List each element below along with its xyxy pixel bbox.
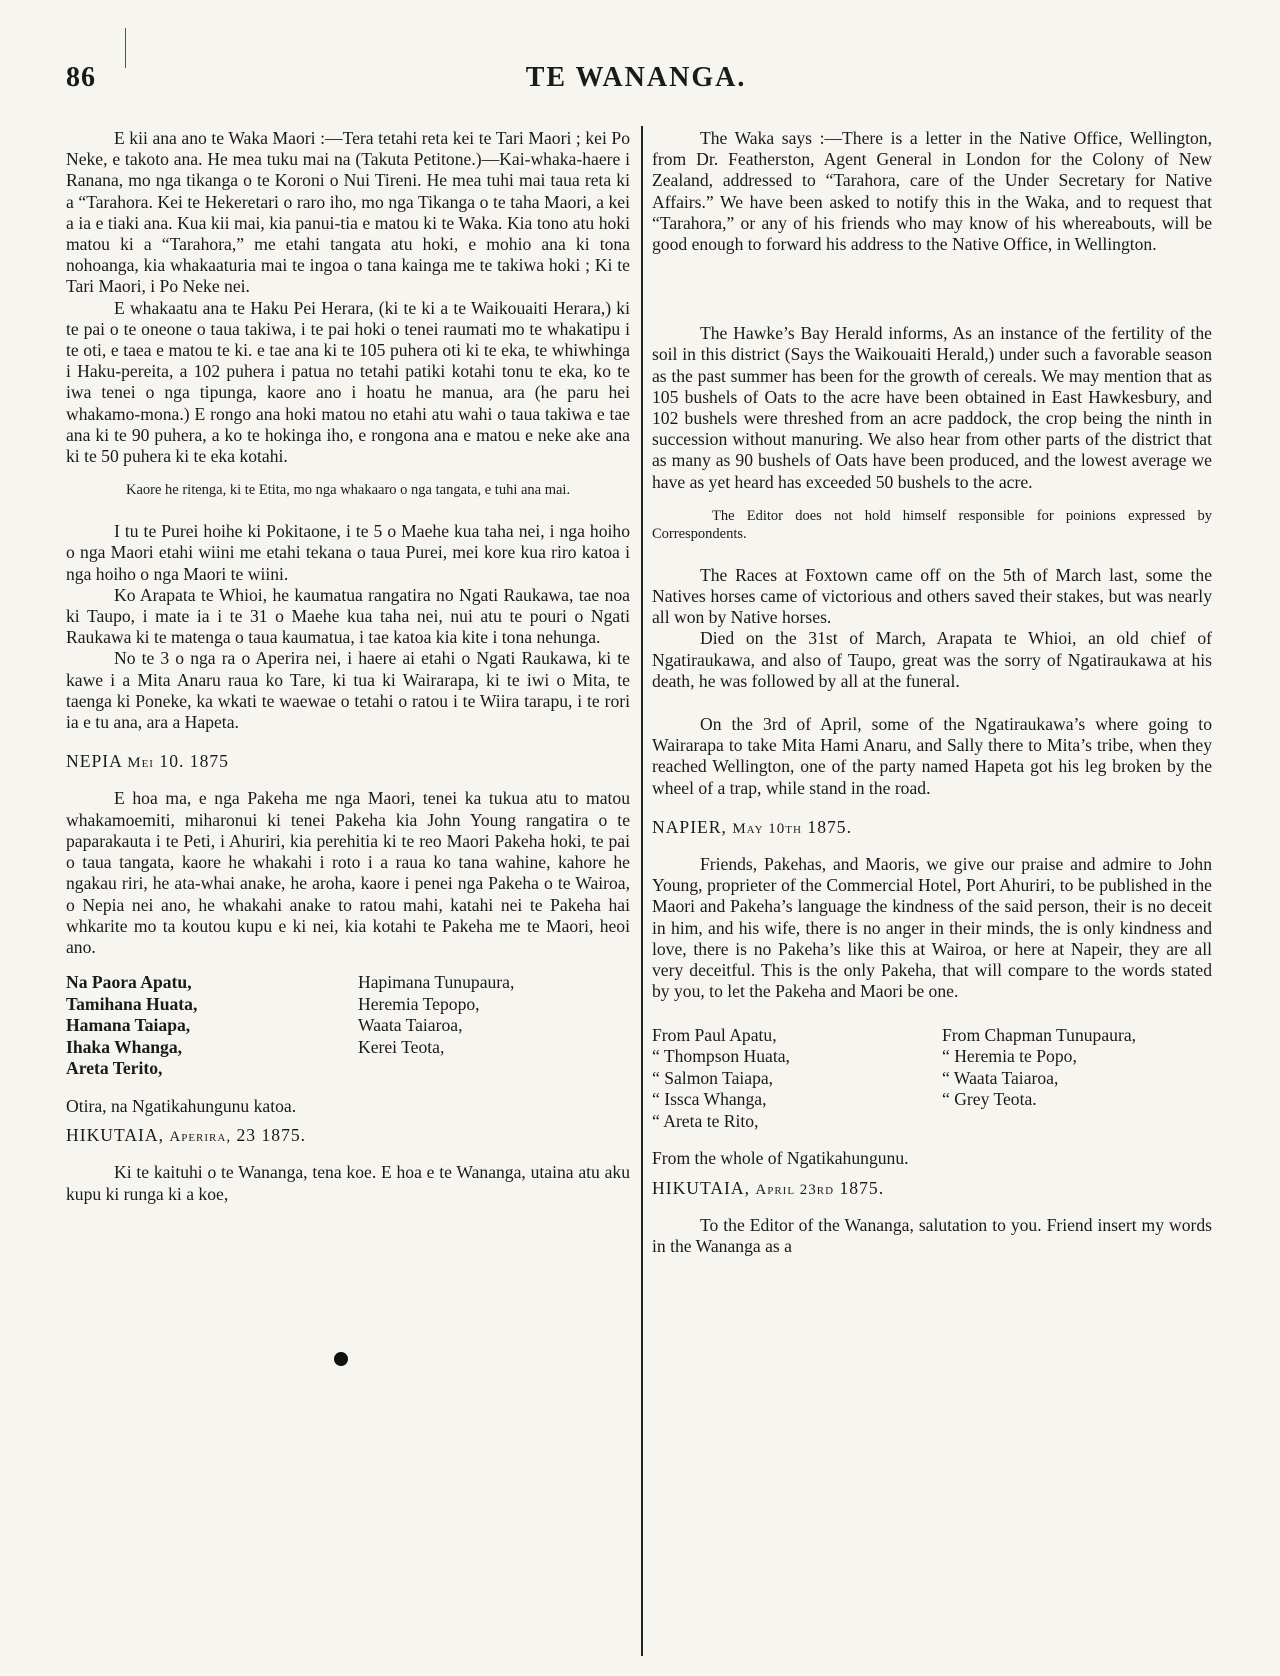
article-purei: I tu te Purei hoihe ki Pokitaone, i te 5 o Maehe kua taha nei, i nga hoiho o nga Maori etahi wiini me etahi tekana o taua Purei, mei kore kua riro katoa i nga hoiho o nga Maori te wiini.: [66, 521, 630, 584]
dateline-hikutaia: [652, 1178, 1212, 1201]
article-herara: E whakaatu ana te Haku Pei Herara, (ki te ki a te Waikouaiti Herara,) ki te pai o te oneone o taua takiwa, i te pai hoki o tenei raumati mo te whakatipu i te oti, e taea e matou te ki. e tae ana ki te 105 puhera oti ki te eka, te whiwhinga i Haku-pereita, a 102 puhera i patua no tetahi patiki kotahi tonu te eka, ko te iwa tenei o nga tipunga, kaore ano i hoatu he manua, ara (he paru hei whakamo-mona.) E rongo ana hoki matou no etahi atu wahi o taua takiwa e tae ana ki te 90 puhera, a ko te hokinga iho, e rongona ana e matou e neke ake ana ki te 50 puhera ki te eka kotahi.: [66, 297, 630, 467]
letter-body: Friends, Pakehas, and Maoris, we give our praise and admire to John Young, proprieter of the Commercial Hotel, Port Ahuriri, to be published in the Maori and Pakeha’s language the kindness of the said person, their is no deceit in him, and his wife, there is no anger in their minds, the is only kindness and love, there is no Pakeha’s like this at Wairoa, or here at Napeir, they are all very deceitful. This is the only Pakeha, that will compare to the words stated by you, to let the Pakeha and Maori be one.: [652, 854, 1212, 1002]
letter-opening: To the Editor of the Wananga, salutation to you. Friend insert my words in the Wananga as a: [652, 1214, 1212, 1257]
signatory: From Chapman Tunupaura,: [942, 1024, 1137, 1045]
dateline-month: Mei: [127, 755, 154, 772]
closing-line: Otira, na Ngatikahungunu katoa.: [66, 1096, 297, 1117]
dateline-napier: [652, 817, 1212, 840]
signatory: Waata Taiaroa,: [358, 1015, 463, 1036]
signatory: “ Grey Teota.: [942, 1089, 1037, 1110]
letter-body: E hoa ma, e nga Pakeha me nga Maori, tenei ka tukua atu to matou whakamoemiti, miharonui ki tenei Pakeha kia John Young rangatira o te paparakauta i te Peti, i Ahuriri, kia perehitia ki te reo Maori Pakeha hoki, te pai o taua tangata, kaore he whakahi i roto i a raua ko tana wahine, kahore he ngakau riri, he ata-whai anake, he aroha, kaore i penei nga Pakeha o te Wairoa, o Nepia nei ano, he whakahi anake to ratou mahi, katahi nei te Pakeha hai whkarite mo ta koutou kupu e ki nei, kia kotahi te Pakeha me te Maori, heoi ano.: [66, 788, 630, 957]
signatory: “ Salmon Taiapa,: [652, 1067, 774, 1088]
dateline-date: 10. 1875: [159, 751, 229, 772]
dateline-date: 1875.: [839, 1177, 885, 1198]
signatory: Areta Terito,: [66, 1058, 163, 1079]
dateline-place: HIKUTAIA,: [652, 1177, 750, 1198]
page-header: [66, 62, 1206, 102]
signatory: Heremia Tepopo,: [358, 993, 480, 1014]
dateline-nepia: [66, 751, 630, 774]
signatories: [66, 972, 630, 1080]
signatory: Hamana Taiapa,: [66, 1015, 191, 1036]
dateline-month: Aperira,: [169, 1129, 232, 1146]
editor-notice: The Editor does not hold himself responsible for poinions expressed by Correspondents.: [652, 507, 1212, 542]
article-waka: The Waka says :—There is a letter in the Native Office, Wellington, from Dr. Featherston, Agent General in London for the Colony of New Zealand, addressed to “Tarahora, care of the Under Secretary for Native Affairs.” We have been asked to notify this in the Waka, and to request that “Tarahora,” or any of his friends who may know of his whereabouts, will be good enough to forward his address to the Native Office, in Wellington.: [652, 128, 1212, 255]
signatory: “ Waata Taiaroa,: [942, 1067, 1059, 1088]
closing-line: From the whole of Ngatikahungunu.: [652, 1148, 909, 1169]
dateline-place: NEPIA: [66, 751, 122, 772]
article-arapata: Ko Arapata te Whioi, he kaumatua rangatira no Ngati Raukawa, tae noa ki Taupo, i mate ia i te 31 o Maehe kua taha nei, nui atu te pouri o Ngati Raukawa ki te matenga o taua kaumatua, i tae katoa kia kite i tona nehunga.: [66, 584, 630, 648]
letter-opening: Ki te kaituhi o te Wananga, tena koe. E hoa e te Wananga, utaina atu aku kupu ki runga ki a koe,: [66, 1162, 630, 1204]
dateline-place: NAPIER,: [652, 816, 727, 837]
dateline-month: May 10th: [732, 820, 802, 837]
signatory: “ Areta te Rito,: [652, 1110, 759, 1131]
dateline-month: April 23rd: [755, 1181, 835, 1198]
maori-column: [66, 128, 630, 1205]
article-april: On the 3rd of April, some of the Ngatiraukawa’s where going to Wairarapa to take Mita Hami Anaru, and Sally there to Mita’s tribe, when they reached Wellington, one of the party named Hapeta got his leg broken by the wheel of a trap, while stand in the road.: [652, 714, 1212, 798]
dateline-hikutaia: [66, 1125, 630, 1148]
signatory-column-1: [66, 972, 338, 1080]
signatory-column-2: [942, 1025, 1212, 1133]
signatory: Na Paora Apatu,: [66, 972, 192, 993]
signatory: Kerei Teota,: [358, 1036, 445, 1057]
article-aperira: No te 3 o nga ra o Aperira nei, i haere ai etahi o Ngati Raukawa, ki te kawe i a Mita Anaru raua ko Tare, ki tua ki Wairarapa, ki te iwi o Mita, te taenga ki Poneke, ka wkati te waewae o tetahi o ratou i te Wiira tarapu, i te rori ia e tu ana, ara a Hapeta.: [66, 648, 630, 733]
article-races: The Races at Foxtown came off on the 5th of March last, some the Natives horses came of victorious and others saved their stakes, but was nearly all won by Native horses.: [652, 564, 1212, 628]
dateline-place: HIKUTAIA,: [66, 1125, 164, 1146]
article-herald: The Hawke’s Bay Herald informs, As an instance of the fertility of the soil in this district (Says the Waikouaiti Herald,) under such a favorable season as the past summer has been for the growth of cereals. We may mention that as 105 bushels of Oats to the acre have been obtained in East Hawkesbury, and 102 bushels were threshed from an acre paddock, the crop being the ninth in succession without manuring. We also hear from other parts of the district that as many as 90 bushels of Oats have been produced, and the lowest average we have as yet heard has exceeded 50 bushels to the acre.: [652, 323, 1212, 492]
editor-notice: Kaore he ritenga, ki te Etita, mo nga whakaaro o nga tangata, e tuhi ana mai.: [126, 482, 571, 499]
page-title: TE WANANGA.: [525, 62, 747, 93]
ink-blot: [334, 1352, 348, 1366]
signatory: From Paul Apatu,: [652, 1024, 777, 1045]
signatory: “ Thompson Huata,: [652, 1046, 790, 1067]
signatory: “ Issca Whanga,: [652, 1089, 767, 1110]
column-divider: [641, 126, 643, 1656]
signatories: [652, 1025, 1212, 1133]
article-waka-maori: E kii ana ano te Waka Maori :—Tera tetahi reta kei te Tari Maori ; kei Po Neke, e takoto ana. He mea tuku mai na (Takuta Petitone.)—Kai-whaka-haere i Ranana, mo nga tikanga o te Koroni o Nui Tireni. He mea tuhi mai taua reta ki a “Tarahora. Kei te Hekeretari o raro iho, mo nga Tikanga o te taha Maori, a kei a ia e tiaki ana. Kua kii mai, kia panui-tia e matou ki te Waka. Kia tono atu hoki matou ki a “Tarahora,” me etahi tangata atu hoki, e mohio ana ki tona nohoanga, kia whakaaturia mai te ingoa o tana kainga me te takiwa hoki ; Ki te Tari Maori, i Po Neke nei.: [66, 128, 630, 297]
article-death: Died on the 31st of March, Arapata te Whioi, an old chief of Ngatiraukawa, and also of Taupo, great was the sorry of Ngatiraukawa at his death, he was followed by all at the funeral.: [652, 628, 1212, 691]
signatory: “ Heremia te Popo,: [942, 1046, 1077, 1067]
english-column: [652, 128, 1212, 1257]
page-number: 86: [66, 62, 96, 93]
dateline-date: 1875.: [807, 816, 852, 837]
signatory-column-1: [652, 1025, 922, 1133]
signatory: Ihaka Whanga,: [66, 1036, 183, 1057]
signatory-column-2: [358, 972, 630, 1080]
dateline-date: 23 1875.: [236, 1125, 307, 1146]
signatory: Hapimana Tunupaura,: [358, 972, 515, 993]
signatory: Tamihana Huata,: [66, 993, 198, 1014]
